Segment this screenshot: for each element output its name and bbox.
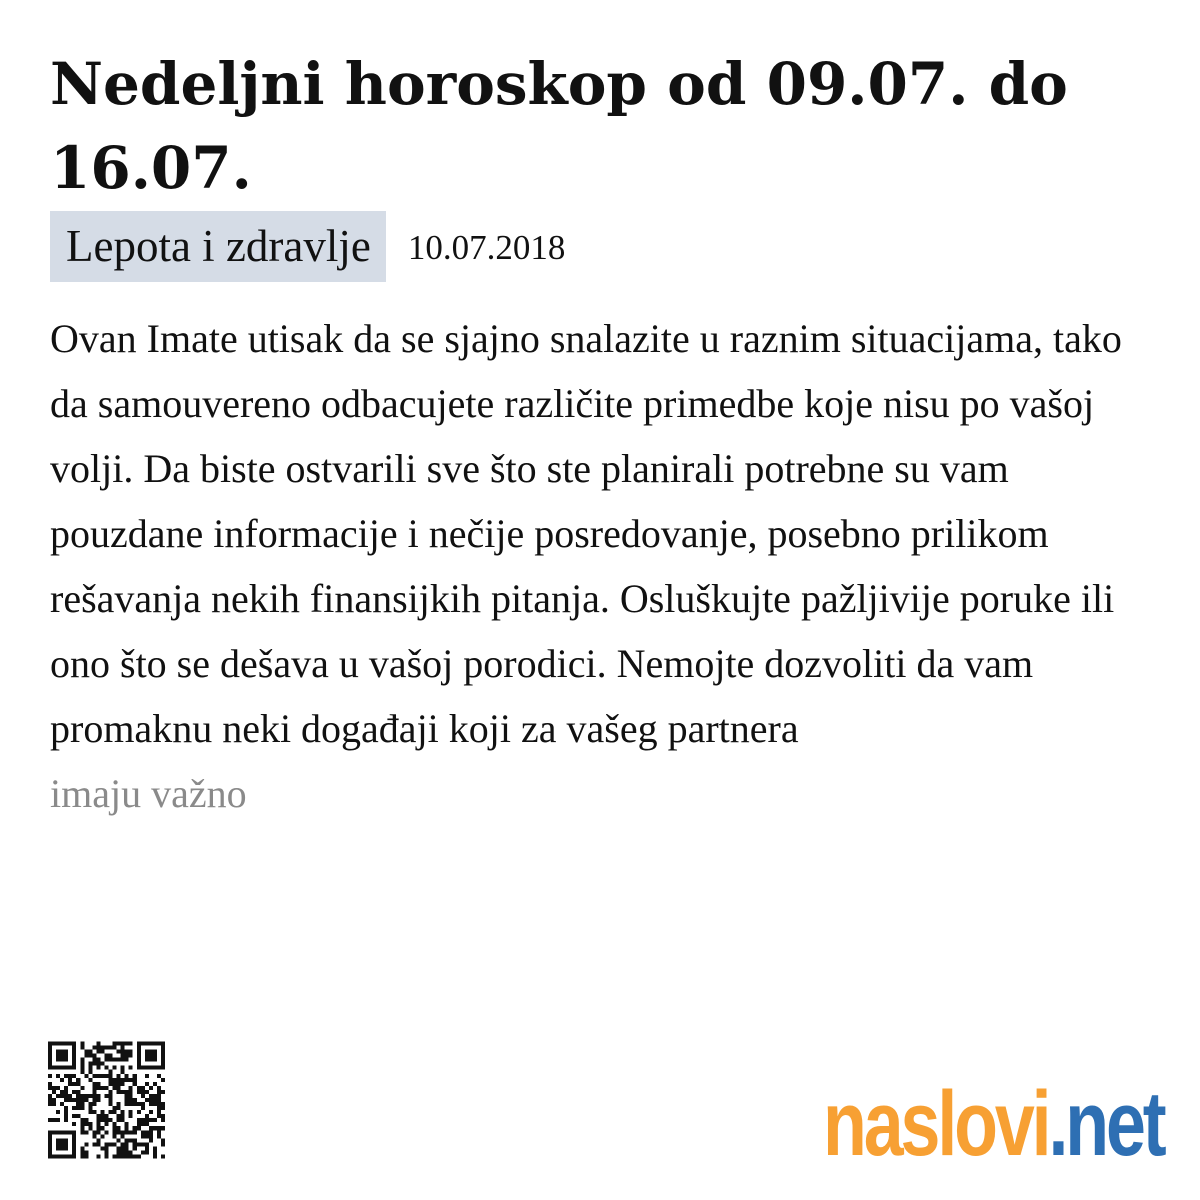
- article-body: [50, 306, 1160, 826]
- article-date: 10.07.2018: [407, 228, 566, 267]
- category-link[interactable]: Lepota i zdravlje: [50, 211, 386, 282]
- article-meta: [50, 211, 565, 282]
- article-title: Nedeljni horoskop od 09.07. do 16.07.: [50, 50, 1068, 203]
- article-body-faded-text: imaju važno: [50, 771, 247, 816]
- logo-part-naslovi: naslovi: [823, 1073, 1049, 1175]
- logo-dot: .: [1048, 1073, 1066, 1175]
- qr-code-icon: [48, 1038, 165, 1162]
- article-body-text: Ovan Imate utisak da se sjajno snalazite u raznim situacijama, tako da samouvereno odbacujete različite primedbe koje nisu po vašoj volji. Da biste ostvarili sve što ste planirali potrebne su vam pouzdane informacije i nečije posredovanje, posebno prilikom rešavanja nekih finansijkih pitanja. Osluškujte pažljivije poruke ili ono što se dešava u vašoj porodici. Nemojte dozvoliti da vam promaknu neki događaji koji za vašeg partnera: [50, 316, 1122, 751]
- logo-part-net: net: [1065, 1073, 1164, 1175]
- naslovi-net-logo[interactable]: [823, 1073, 1164, 1175]
